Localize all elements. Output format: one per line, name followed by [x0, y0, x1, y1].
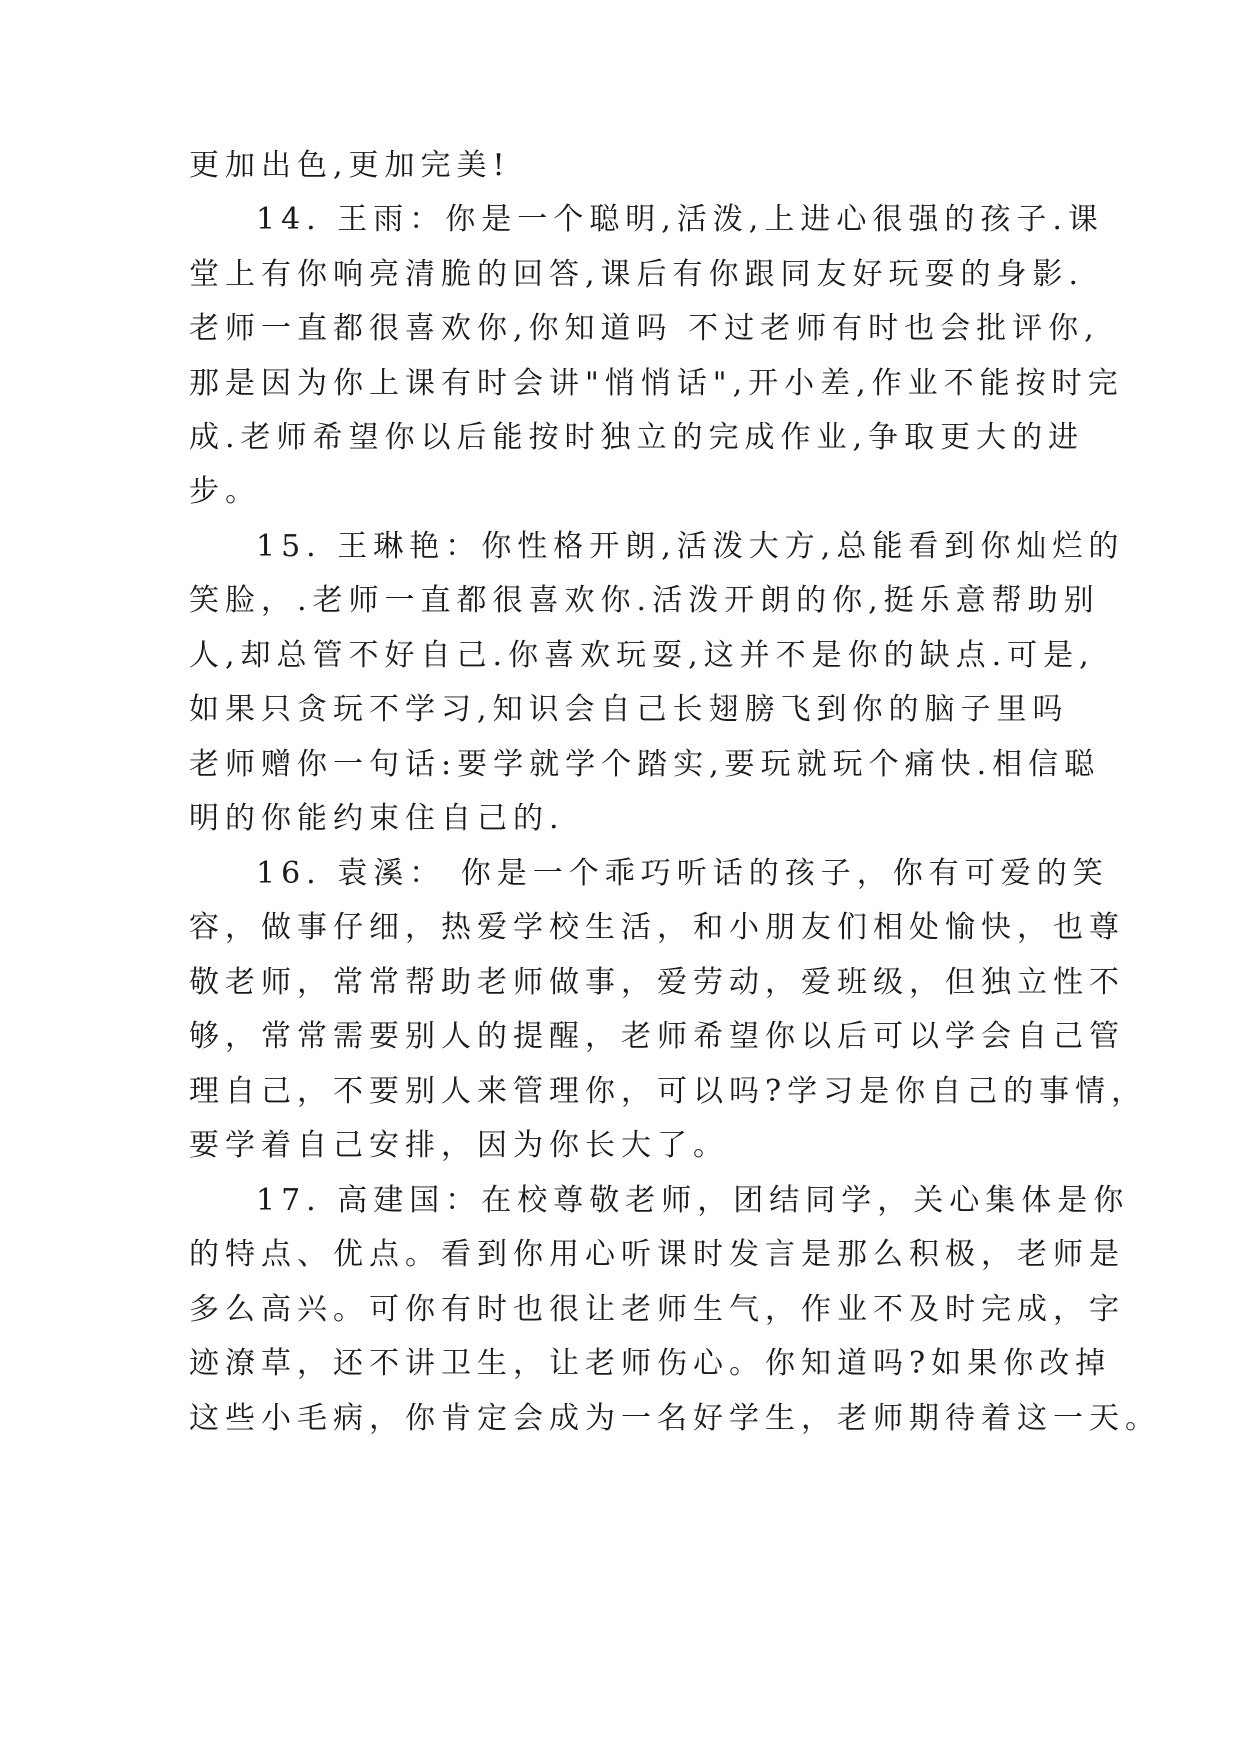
- text-line: 笑脸，.老师一直都很喜欢你.活泼开朗的你,挺乐意帮助别: [189, 583, 1100, 618]
- paragraph-17-first-line: 17. 高建国：在校尊敬老师，团结同学，关心集体是你: [256, 1183, 1130, 1218]
- paragraph-16-first-line: 16. 袁溪： 你是一个乖巧听话的孩子，你有可爱的笑: [256, 856, 1109, 891]
- text-line: 成.老师希望你以后能按时独立的完成作业,争取更大的进: [189, 420, 1085, 455]
- text-line: 老师一直都很喜欢你,你知道吗 不过老师有时也会批评你,: [189, 311, 1100, 346]
- paragraph-15-first-line: 15. 王琳艳：你性格开朗,活泼大方,总能看到你灿烂的: [256, 529, 1125, 564]
- text-line: 理自己，不要别人来管理你，可以吗?学习是你自己的事情，: [189, 1074, 1148, 1109]
- text-line: 的特点、优点。看到你用心听课时发言是那么积极，老师是: [189, 1237, 1125, 1272]
- text-line: 人,却总管不好自己.你喜欢玩耍,这并不是你的缺点.可是,: [189, 638, 1095, 673]
- text-line: 更加出色,更加完美!: [189, 148, 511, 183]
- text-line: 要学着自己安排，因为你长大了。: [189, 1128, 729, 1163]
- text-line: 步。: [189, 474, 261, 509]
- text-line: 老师赠你一句话:要学就学个踏实,要玩就玩个痛快.相信聪: [189, 747, 1101, 782]
- text-line: 这些小毛病，你肯定会成为一名好学生，老师期待着这一天。: [189, 1401, 1161, 1436]
- text-line: 堂上有你响亮清脆的回答,课后有你跟同友好玩耍的身影.: [189, 257, 1085, 292]
- text-line: 迹潦草，还不讲卫生，让老师伤心。你知道吗?如果你改掉: [189, 1346, 1112, 1381]
- text-line: 够，常常需要别人的提醒，老师希望你以后可以学会自己管: [189, 1019, 1125, 1054]
- text-line: 多么高兴。可你有时也很让老师生气，作业不及时完成，字: [189, 1292, 1125, 1327]
- text-line: 敬老师，常常帮助老师做事，爱劳动，爱班级，但独立性不: [189, 965, 1125, 1000]
- text-line: 明的你能约束住自己的.: [189, 801, 565, 836]
- text-line: 容，做事仔细，热爱学校生活，和小朋友们相处愉快，也尊: [189, 910, 1125, 945]
- paragraph-14-first-line: 14. 王雨：你是一个聪明,活泼,上进心很强的孩子.课: [256, 202, 1104, 237]
- text-line: 那是因为你上课有时会讲"悄悄话",开小差,作业不能按时完: [189, 366, 1124, 401]
- text-line: 如果只贪玩不学习,知识会自己长翅膀飞到你的脑子里吗: [189, 692, 1069, 727]
